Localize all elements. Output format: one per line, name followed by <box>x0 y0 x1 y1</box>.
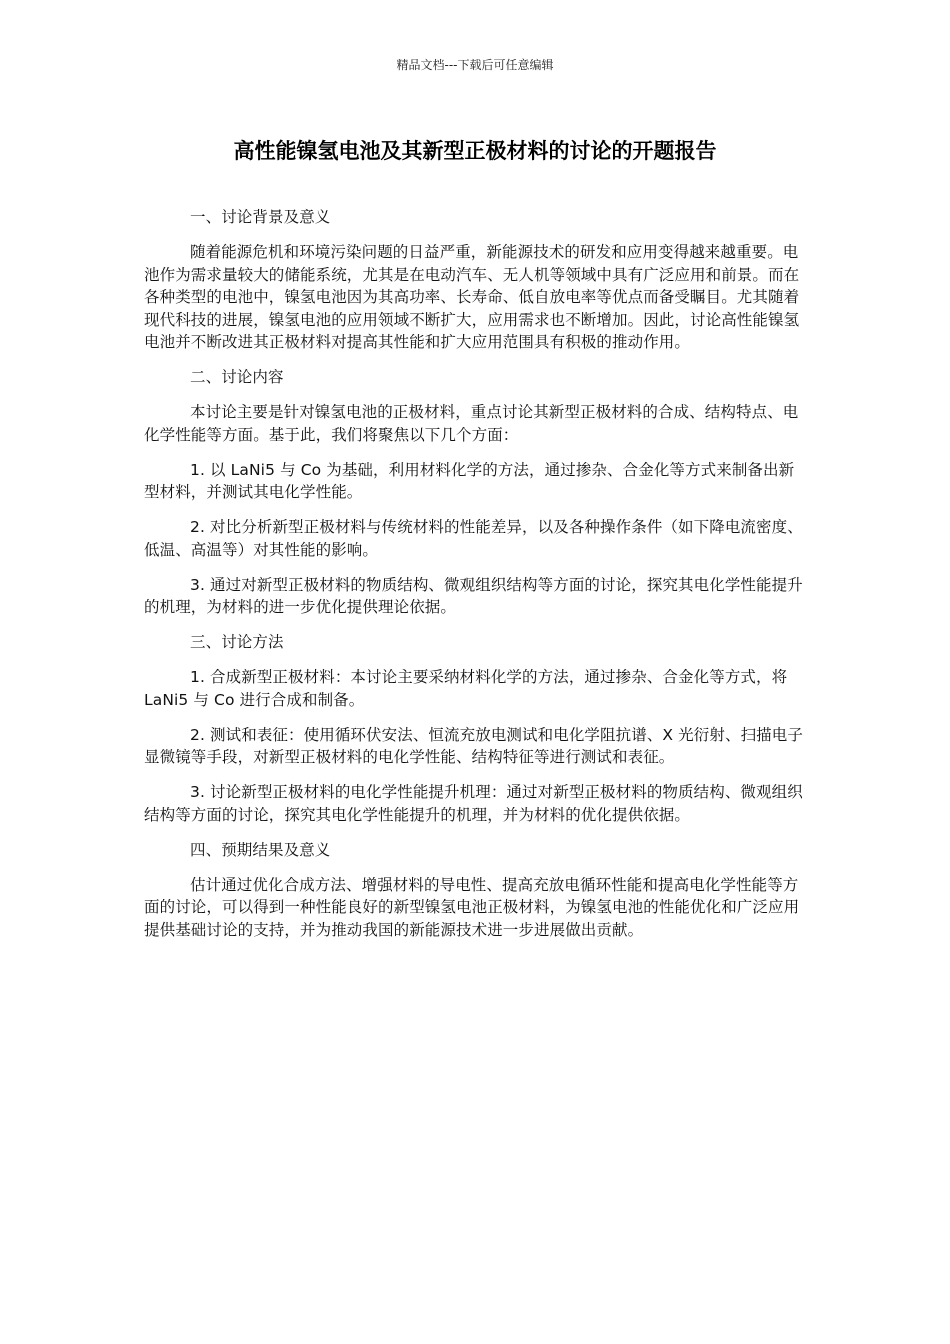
list-item-content-3: 3. 通过对新型正极材料的物质结构、微观组织结构等方面的讨论，探究其电化学性能提升的机理，为材料的进一步优化提供理论依据。 <box>144 575 803 616</box>
paragraph-background: 随着能源危机和环境污染问题的日益严重，新能源技术的研发和应用变得越来越重要。电池作为需求量较大的储能系统，尤其是在电动汽车、无人机等领域中具有广泛应用和前景。而在各种类型的电池中，镍氢电池因为其高功率、长寿命、低自放电率等优点而备受瞩目。尤其随着现代科技的进展，镍氢电池的应用领域不断扩大，应用需求也不断增加。因此，讨论高性能镍氢电池并不断改进其正极材料对提高其性能和扩大应用范围具有积极的推动作用。 <box>144 243 800 351</box>
section-heading-background: 一、讨论背景及意义 <box>190 208 331 226</box>
page-header: 精品文档---下载后可任意编辑 <box>396 58 554 72</box>
paragraph-expected-results: 估计通过优化合成方法、增强材料的导电性、提高充放电循环性能和提高电化学性能等方面的讨论，可以得到一种性能良好的新型镍氢电池正极材料，为镍氢电池的性能优化和广泛应用提供基础讨论的支持，并为推动我国的新能源技术进一步进展做出贡献。 <box>144 875 800 939</box>
document-body <box>144 206 806 954</box>
section-heading-methods: 三、讨论方法 <box>190 633 284 651</box>
section-heading-content: 二、讨论内容 <box>190 368 284 386</box>
document-title: 高性能镍氢电池及其新型正极材料的讨论的开题报告 <box>233 139 717 163</box>
list-item-method-2: 2. 测试和表征：使用循环伏安法、恒流充放电测试和电化学阻抗谱、X 光衍射、扫描电子显微镜等手段，对新型正极材料的电化学性能、结构特征等进行测试和表征。 <box>144 725 803 766</box>
list-item-content-1: 1. 以 LaNi5 与 Co 为基础，利用材料化学的方法，通过掺杂、合金化等方式来制备出新型材料，并测试其电化学性能。 <box>144 460 795 501</box>
list-item-method-1: 1. 合成新型正极材料：本讨论主要采纳材料化学的方法，通过掺杂、合金化等方式，将 LaNi5 与 Co 进行合成和制备。 <box>144 668 788 709</box>
section-heading-expected-results: 四、预期结果及意义 <box>190 840 331 859</box>
paragraph-content-intro: 本讨论主要是针对镍氢电池的正极材料，重点讨论其新型正极材料的合成、结构特点、电化学性能等方面。基于此，我们将聚焦以下几个方面： <box>144 403 799 444</box>
list-item-method-3: 3. 讨论新型正极材料的电化学性能提升机理：通过对新型正极材料的物质结构、微观组织结构等方面的讨论，探究其电化学性能提升的机理，并为材料的优化提供依据。 <box>144 783 803 824</box>
list-item-content-2: 2. 对比分析新型正极材料与传统材料的性能差异，以及各种操作条件（如下降电流密度、低温、高温等）对其性能的影响。 <box>144 518 803 559</box>
